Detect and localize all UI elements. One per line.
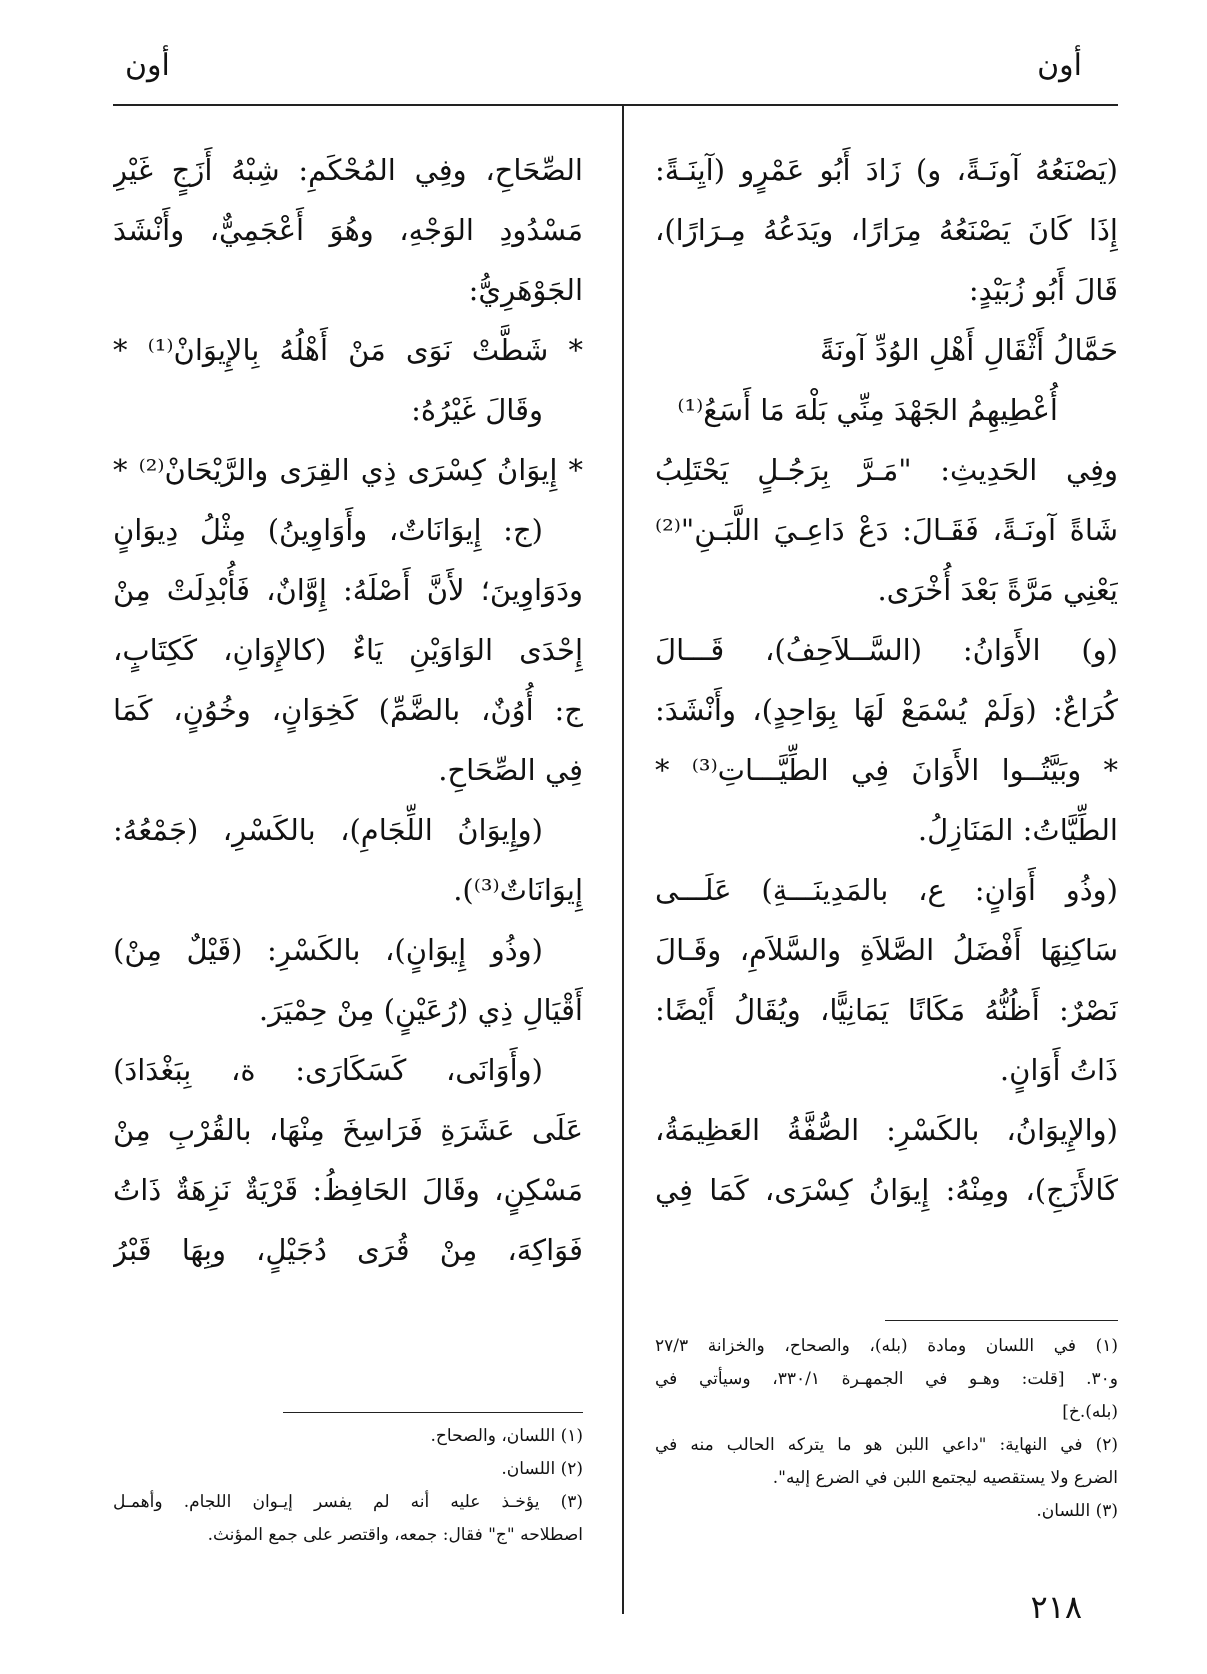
- footnote-line: اصطلاحه "ج" فقال: جمعه، واقتصر على جمع المؤنث.: [207, 1525, 583, 1545]
- text-line: إِيوَانَاتٌ⁽³⁾).: [453, 873, 583, 907]
- text-line: (والإِيوَانُ، بالكَسْرِ: الصُّفَّةُ العَظِيمَةُ،: [655, 1113, 1118, 1147]
- text-line: كَالأَزَجِ)، ومِنْهُ: إِيوَانُ كِسْرَى، كَمَا فِي: [655, 1173, 1118, 1207]
- text-line: وقَالَ غَيْرُهُ:: [411, 393, 543, 427]
- text-line: فِي الصِّحَاحِ.: [438, 753, 583, 787]
- text-line: أَقْيَالِ ذِي (رُعَيْنٍ) مِنْ حِمْيَرَ.: [258, 993, 583, 1027]
- left-column: [113, 140, 583, 1280]
- text-line: كُرَاعٌ: (وَلَمْ يُسْمَعْ لَهَا بِوَاحِدٍ)، وأَنْشَدَ:: [655, 693, 1118, 727]
- footnote-line: (بله).خ]: [1062, 1402, 1118, 1422]
- text-line: إِذَا كَانَ يَصْنَعُهُ مِرَارًا، ويَدَعُهُ مِـرَارًا)،: [655, 213, 1118, 247]
- running-header-right: أون: [1037, 48, 1082, 83]
- footnote-rule-right: [885, 1320, 1118, 1321]
- text-line: عَلَى عَشَرَةِ فَرَاسِخَ مِنْهَا، بالقُرْبِ مِنْ: [113, 1113, 583, 1147]
- text-line: الصِّحَاحِ، وفِي المُحْكَمِ: شِبْهُ أَزَجٍ غَيْرِ: [113, 153, 583, 187]
- text-line: (وإِيوَانُ اللِّجَامِ)، بالكَسْرِ، (جَمْعُهُ:: [113, 813, 543, 847]
- text-line: مَسْكِنٍ، وقَالَ الحَافِظُ: قَرْيَةٌ نَزِهَةٌ ذَاتُ: [113, 1173, 583, 1207]
- text-line: الطِّيَّاتُ: المَنَازِلُ.: [917, 813, 1118, 847]
- footnotes-right: [655, 1330, 1118, 1528]
- text-line: ودَوَاوِينَ؛ لأَنَّ أَصْلَهُ: إِوَّانٌ، فَأُبْدِلَتْ مِنْ: [113, 573, 583, 607]
- footnotes-left: [113, 1420, 583, 1552]
- text-line: إِحْدَى الوَاوَيْنِ يَاءٌ (كالإِوَانِ، كَكِتَابٍ،: [113, 633, 583, 667]
- footnote-line: (٣) يؤخـذ عليه أنه لم يفسر إيـوان اللجام. وأهمـل: [113, 1492, 583, 1512]
- footnote-line: (٣) اللسان.: [1036, 1501, 1118, 1521]
- text-line: (وذُو أَوَانٍ: ع، بالمَدِينَـــةِ) عَلَـــى: [655, 873, 1118, 907]
- verse-line: أُعْطِيهِمُ الجَهْدَ مِنِّي بَلْهَ مَا أَسَعُ⁽¹⁾: [677, 393, 1058, 427]
- text-line: مَسْدُودِ الوَجْهِ، وهُوَ أَعْجَمِيٌّ، وأَنْشَدَ: [113, 213, 583, 247]
- text-line: (يَصْنَعُهُ آونَـةً، و) زَادَ أَبُو عَمْرٍو (آيِنَـةً:: [655, 153, 1118, 187]
- text-line: نَصْرٌ: أَظُنُّهُ مَكَانًا يَمَانِيًّا، ويُقَالُ أَيْضًا:: [655, 993, 1118, 1027]
- footnote-line: الضرع ولا يستقصيه ليجتمع اللبن في الضرع إليه".: [772, 1468, 1118, 1488]
- text-line: شَاةً آونَـةً، فَقَـالَ: دَعْ دَاعِـيَ اللَّبَـنِ"⁽²⁾: [655, 513, 1118, 547]
- text-line: فَوَاكِهَ، مِنْ قُرَى دُجَيْلٍ، وبِهَا قَبْرُ: [113, 1233, 583, 1267]
- text-line: يَعْنِي مَرَّةً بَعْدَ أُخْرَى.: [877, 573, 1118, 607]
- text-line: وفِي الحَدِيثِ: "مَـرَّ بِرَجُـلٍ يَحْتَلِبُ: [655, 453, 1118, 487]
- verse-line: * شَطَّتْ نَوَى مَنْ أَهْلُهُ بِالإِيوَانْ⁽¹⁾ *: [113, 333, 583, 367]
- footnote-line: (٢) اللسان.: [501, 1459, 583, 1479]
- text-line: (وأَوَانَى، كَسَكَارَى: ة، بِبَغْدَادَ): [113, 1053, 543, 1087]
- footnote-line: و٣٠. [قلت: وهـو في الجمهـرة ٣٣٠/١، وسيأتي في: [655, 1369, 1118, 1389]
- text-line: (وذُو إِيوَانٍ)، بالكَسْرِ: (قَيْلٌ مِنْ): [113, 933, 543, 967]
- footnote-rule-left: [283, 1412, 583, 1413]
- text-line: (ج: إِيوَانَاتٌ، وأَوَاوِينُ) مِثْلُ دِيوَانٍ: [113, 513, 543, 547]
- right-column: [655, 140, 1118, 1220]
- footnote-line: (١) اللسان، والصحاح.: [430, 1426, 583, 1446]
- text-line: سَاكِنِهَا أَفْضَلُ الصَّلاَةِ والسَّلاَمِ، وقَـالَ: [655, 933, 1118, 967]
- text-line: ج: أُوُنٌ، بالضَّمِّ) كَخِوَانٍ، وخُوُنٍ، كَمَا: [113, 693, 583, 727]
- text-line: قَالَ أَبُو زُبَيْدٍ:: [968, 273, 1118, 307]
- column-divider: [622, 104, 624, 1614]
- verse-line: * إِيوَانُ كِسْرَى ذِي القِرَى والرَّيْحَانْ⁽²⁾ *: [113, 453, 583, 487]
- text-line: الجَوْهَرِيُّ:: [468, 273, 583, 307]
- footnote-line: (٢) في النهاية: "داعي اللبن هو ما يتركه الحالب منه في: [655, 1435, 1118, 1455]
- verse-line: حَمَّالُ أَثْقَالِ أَهْلِ الوُدِّ آونَةً: [820, 333, 1118, 367]
- page-number: ٢١٨: [1030, 1588, 1082, 1626]
- text-line: (و) الأَوَانُ: (السَّــلاَحِفُ)، قَـــالَ: [655, 633, 1118, 667]
- text-line: ذَاتُ أَوَانٍ.: [999, 1053, 1118, 1087]
- running-header-left: أون: [125, 48, 170, 83]
- header-rule: [113, 104, 1118, 106]
- verse-line: * وبَيَّتُــوا الأَوَانَ فِي الطِّيَّـــاتِ⁽³⁾ *: [655, 753, 1118, 787]
- footnote-line: (١) في اللسان ومادة (بله)، والصحاح، والخزانة ٢٧/٣: [655, 1336, 1118, 1356]
